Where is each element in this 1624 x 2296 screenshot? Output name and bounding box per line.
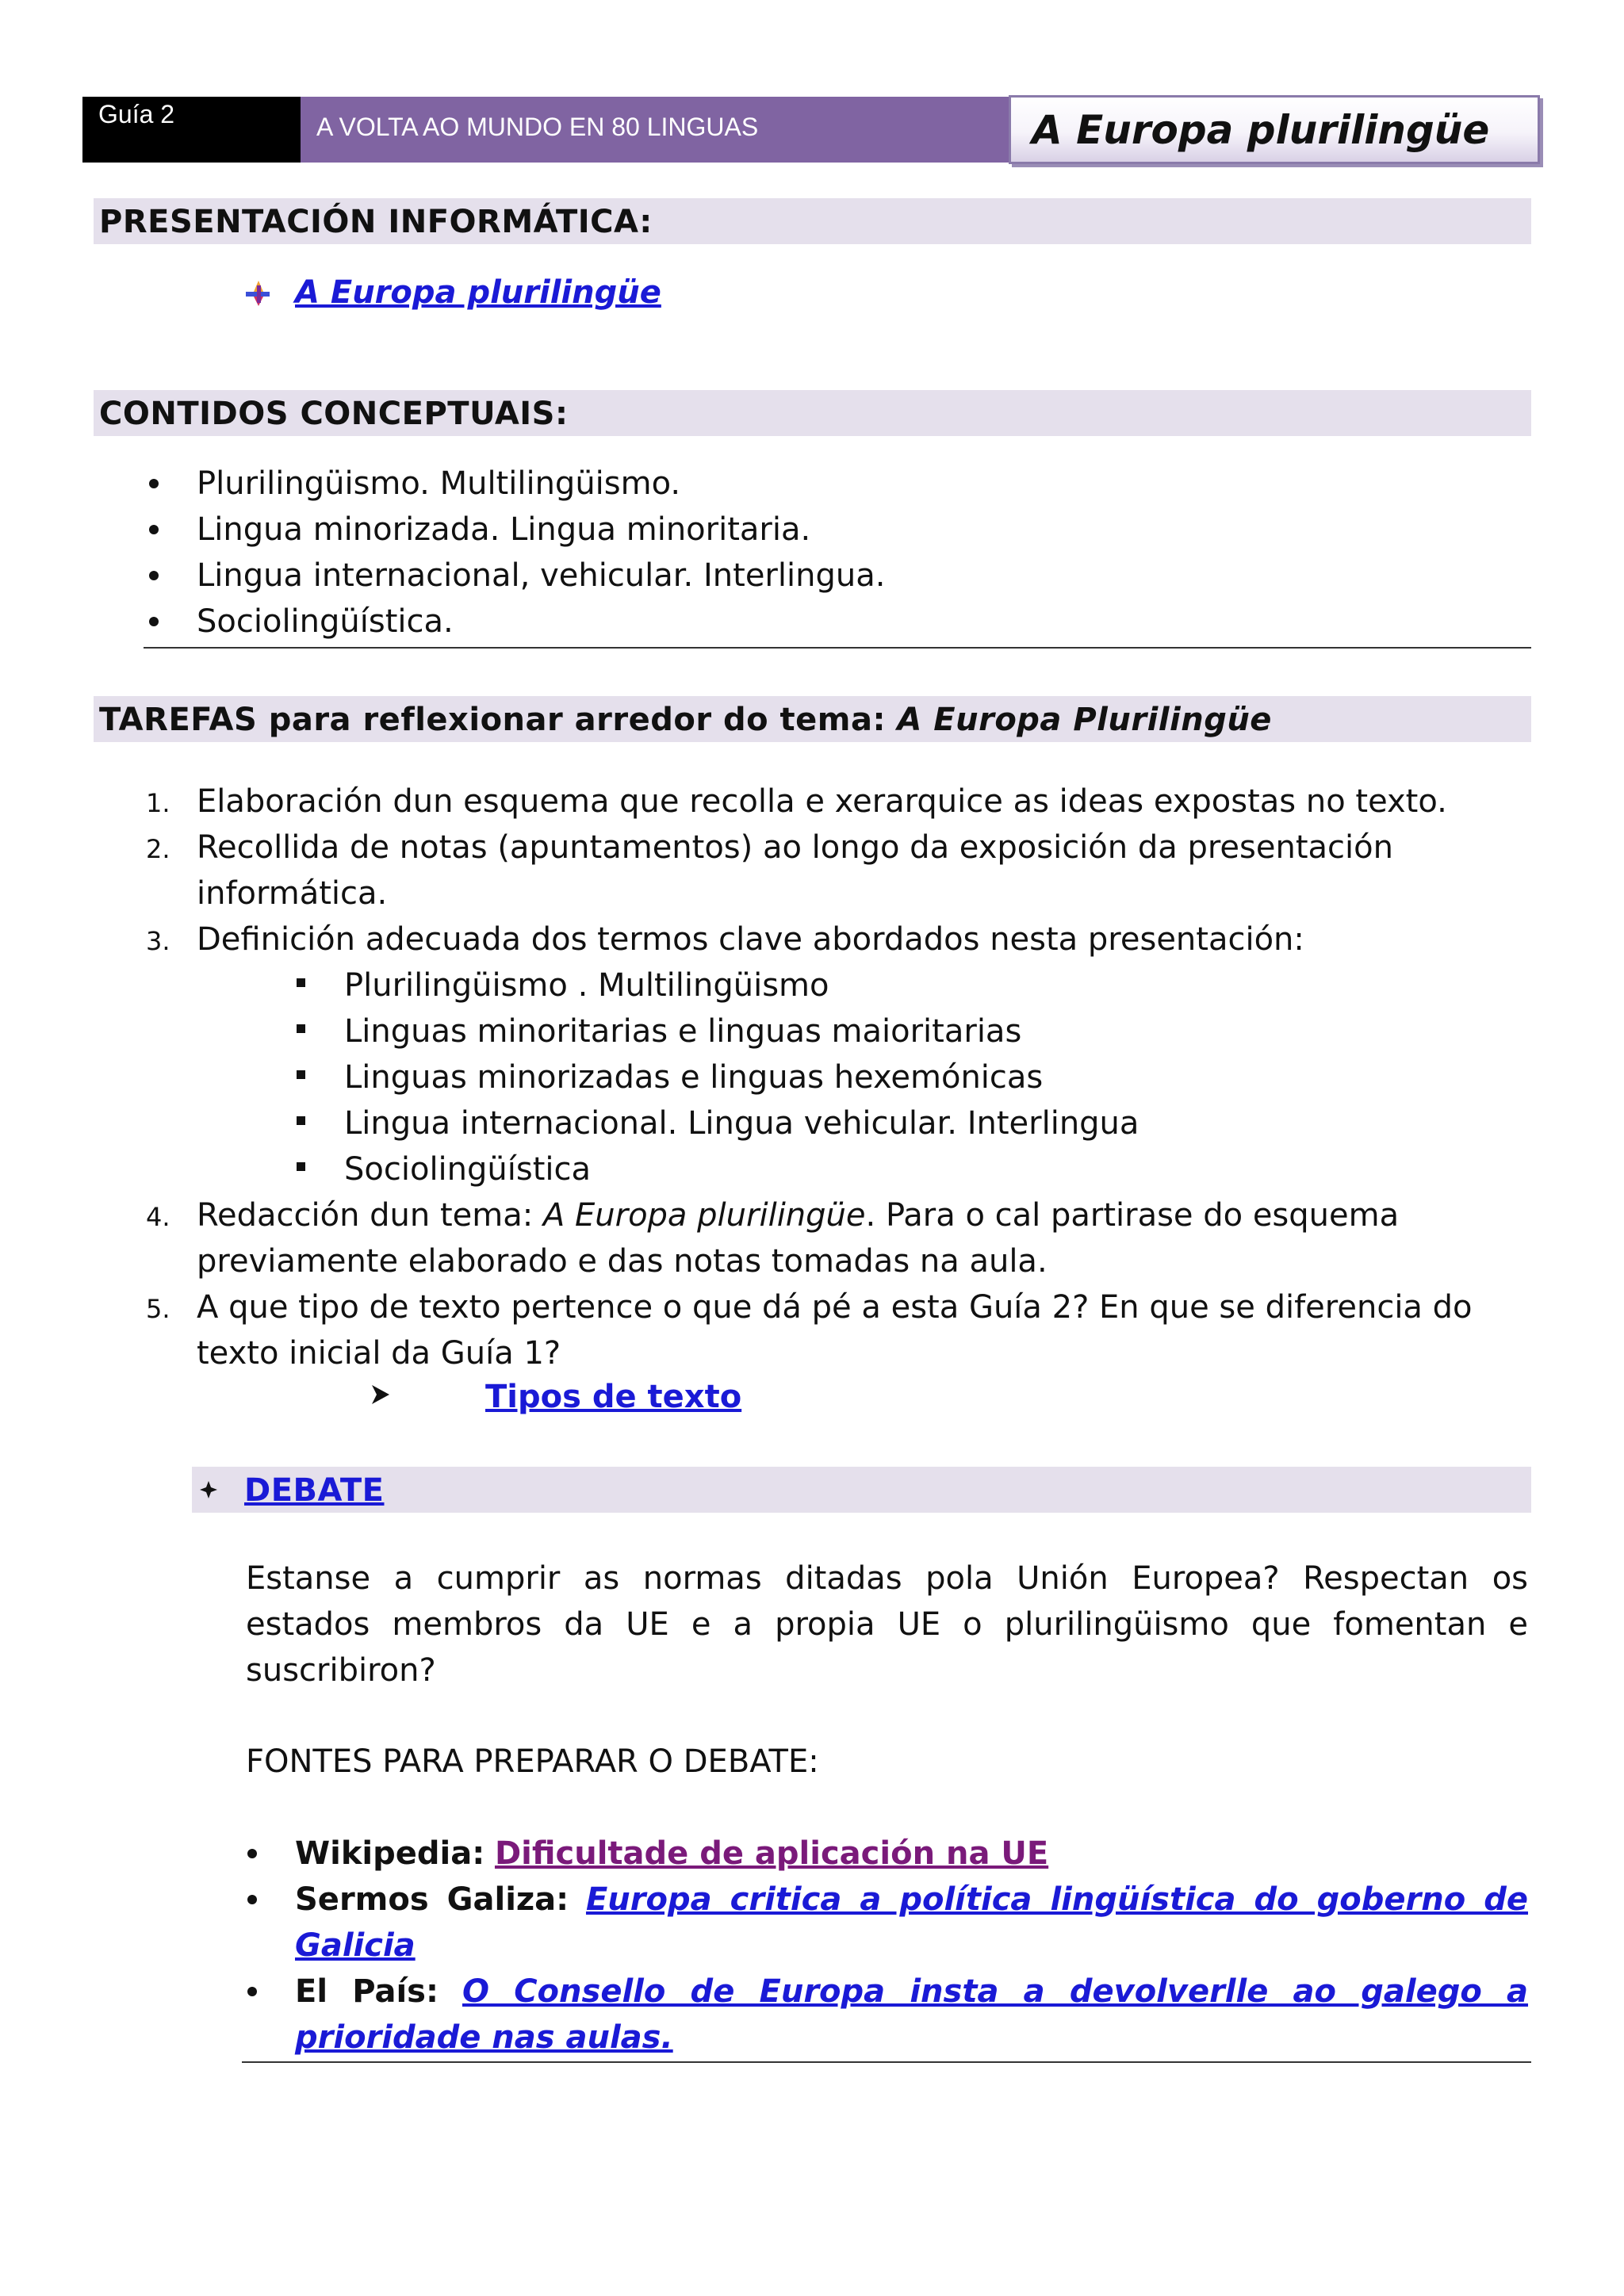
debate-link[interactable]: DEBATE xyxy=(244,1472,385,1509)
arrowhead-icon xyxy=(369,1383,393,1406)
square-bullet-icon xyxy=(297,1070,305,1079)
source-sermos-link-cont[interactable]: Galicia xyxy=(295,1927,416,1964)
source-label: El País: xyxy=(295,1973,439,2010)
task-1: Elaboración dun esquema que recolla e xerarquice as ideas expostas no texto. xyxy=(197,783,1447,820)
bullet-icon xyxy=(247,1895,257,1904)
bullet-icon xyxy=(149,479,159,488)
source-wikipedia xyxy=(295,1831,1048,1877)
task-5-line-2: texto inicial da Guía 1? xyxy=(197,1335,561,1372)
presentation-heading: PRESENTACIÓN INFORMÁTICA: xyxy=(94,198,1531,244)
page-title: A Europa plurilingüe xyxy=(1009,95,1540,164)
concept-item: Lingua minorizada. Lingua minoritaria. xyxy=(197,511,811,548)
section-divider xyxy=(144,647,1531,649)
square-bullet-icon xyxy=(297,1162,305,1171)
text-types-link[interactable]: Tipos de texto xyxy=(485,1379,742,1415)
tasks-heading-italic: A Europa Plurilingüe xyxy=(897,702,1272,738)
task-4-part-c: . Para o cal partirase do esquema xyxy=(865,1197,1400,1234)
bullet-icon xyxy=(247,1987,257,1996)
term-item: Lingua internacional. Lingua vehicular. Interlingua xyxy=(344,1105,1139,1142)
section-divider xyxy=(242,2061,1531,2063)
concept-item: Sociolingüística. xyxy=(197,603,454,640)
term-item: Linguas minorizadas e linguas hexemónicas xyxy=(344,1059,1044,1096)
task-2-line-1: Recollida de notas (apuntamentos) ao longo da exposición da presentación xyxy=(197,829,1393,866)
task-4-part-b: A Europa plurilingüe xyxy=(542,1197,866,1234)
source-el-pais-link[interactable]: O Consello de Europa insta a devolverlle ao galego a xyxy=(462,1973,1529,2010)
debate-question-line-2: estados membros da UE e a propia UE o plurilingüismo que fomentan e xyxy=(246,1606,1528,1643)
task-2-line-2: informática. xyxy=(197,875,388,912)
concept-item: Plurilingüismo. Multilingüismo. xyxy=(197,465,681,502)
task-4-line-2: previamente elaborado e das notas tomadas na aula. xyxy=(197,1243,1048,1280)
term-item: Plurilingüismo . Multilingüismo xyxy=(344,967,829,1004)
square-bullet-icon xyxy=(297,1116,305,1125)
tasks-heading xyxy=(94,696,1531,742)
series-title: A VOLTA AO MUNDO EN 80 LINGUAS xyxy=(301,97,1009,163)
term-item: Linguas minoritarias e linguas maioritarias xyxy=(344,1013,1022,1050)
guide-label: Guía 2 xyxy=(82,97,301,163)
source-sermos-galiza xyxy=(295,1877,1528,1923)
sources-heading: FONTES PARA PREPARAR O DEBATE: xyxy=(246,1743,819,1780)
source-label: Wikipedia: xyxy=(295,1835,485,1872)
task-number: 5. xyxy=(146,1294,170,1324)
task-5-line-1: A que tipo de texto pertence o que dá pé a esta Guía 2? En que se diferencia do xyxy=(197,1289,1473,1326)
task-4-part-a: Redacción dun tema: xyxy=(197,1197,543,1234)
bullet-icon xyxy=(247,1849,257,1858)
source-label: Sermos Galiza: xyxy=(295,1881,569,1918)
source-el-pais-link-cont[interactable]: prioridade nas aulas. xyxy=(295,2019,673,2056)
task-number: 4. xyxy=(146,1202,170,1232)
bullet-icon xyxy=(149,617,159,626)
task-number: 1. xyxy=(146,788,170,818)
debate-question-line-1: Estanse a cumprir as normas ditadas pola Unión Europea? Respectan os xyxy=(246,1560,1528,1597)
bullet-icon xyxy=(149,525,159,534)
debate-question-line-3: suscribiron? xyxy=(246,1652,436,1689)
task-number: 3. xyxy=(146,926,170,956)
task-4-line-1 xyxy=(197,1192,1399,1238)
concept-item: Lingua internacional, vehicular. Interlingua. xyxy=(197,557,886,594)
concepts-heading: CONTIDOS CONCEPTUAIS: xyxy=(94,390,1531,436)
source-el-pais xyxy=(295,1969,1528,2015)
task-number: 2. xyxy=(146,834,170,864)
square-bullet-icon xyxy=(297,978,305,987)
task-3: Definición adecuada dos termos clave abordados nesta presentación: xyxy=(197,921,1304,958)
source-wikipedia-link[interactable]: Dificultade de aplicación na UE xyxy=(494,1835,1049,1872)
debate-bar xyxy=(192,1467,1531,1513)
square-bullet-icon xyxy=(297,1024,305,1033)
presentation-link[interactable]: A Europa plurilingüe xyxy=(295,274,661,311)
tasks-heading-bold: TAREFAS para reflexionar arredor do tema: xyxy=(99,702,886,738)
term-item: Sociolingüística xyxy=(344,1151,592,1188)
bullet-icon xyxy=(149,571,159,580)
arrow-bullet-icon xyxy=(243,277,274,309)
diamond-bullet-icon xyxy=(198,1479,219,1500)
source-sermos-link[interactable]: Europa critica a política lingüística do goberno de xyxy=(585,1881,1528,1918)
